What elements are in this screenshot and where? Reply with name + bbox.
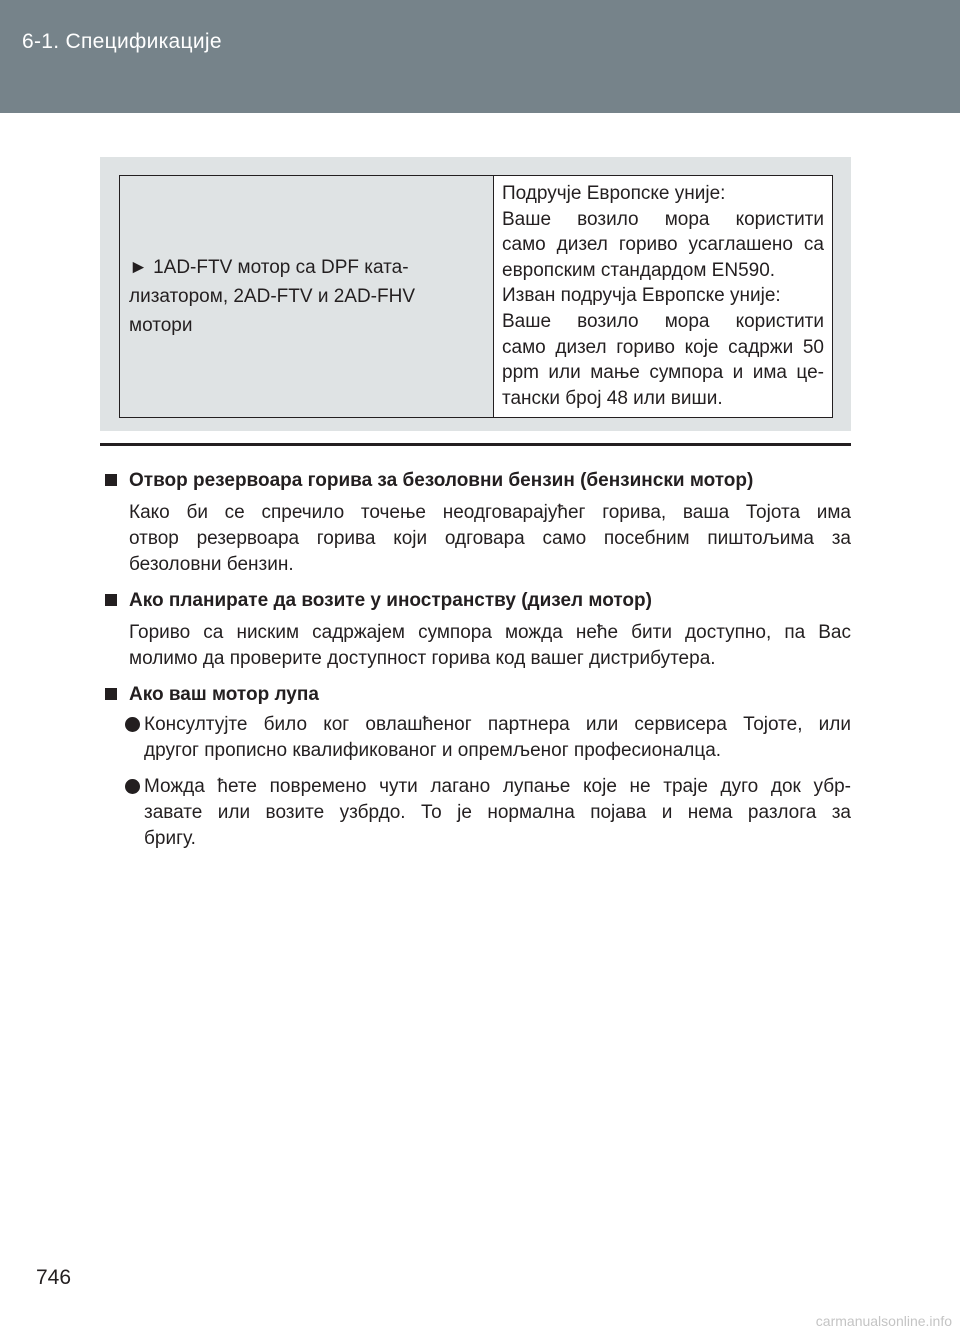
fuel-requirement-line: само дизел гориво усаглашено са [502,234,824,256]
section-divider [100,443,851,446]
square-bullet-icon [105,474,117,486]
bullet-line: Можда ћете повремено чути лагано лупање које не траје дуго док убр- [144,776,851,797]
paragraph-line: безоловни бензин. [129,554,294,575]
square-bullet-icon [105,688,117,700]
heading-text: Ако планирате да возите у иностранству (дизел мотор) [129,590,652,611]
paragraph-fuel-opening [129,500,851,578]
heading-text: Ако ваш мотор лупа [129,684,319,705]
paragraph-line: молимо да проверите доступност горива код вашег дистрибутера. [129,648,716,669]
paragraph-line: отвор резервоара горива који одговара само посебним пиштољима за [129,528,851,549]
fuel-requirement-line: Подручје Европске уније: [502,183,726,204]
fuel-requirement-line: тански број 48 или виши. [502,387,723,409]
list-item [125,774,851,852]
watermark: carmanualsonline.info [815,1313,952,1329]
page-number: 746 [36,1266,72,1289]
section-heading-fuel-opening [100,470,753,492]
paragraph-abroad [129,620,851,672]
engine-line: ► 1AD-FTV мотор са DPF ката- [129,257,409,279]
spec-table [119,175,833,418]
bullet-line: бригу. [144,828,196,849]
fuel-requirement-line: само дизел гориво које садржи 50 [502,336,824,358]
list-item [125,712,851,764]
bullet-line: завате или возите узбрдо. То је нормална појава и нема разлога за [144,802,851,823]
spec-table-fuel-cell [494,176,833,418]
fuel-requirement-line: ppm или мање сумпора и има це- [502,362,824,384]
header-bar [0,0,960,113]
engine-line: лизатором, 2AD-FTV и 2AD-FHV [129,286,416,308]
paragraph-line: Гориво са ниским садржајем сумпора можда неће бити доступно, па Вас [129,622,851,643]
round-bullet-icon [125,779,140,794]
fuel-requirement-line: Ваше возило мора користити [502,208,824,230]
engine-line: мотори [129,315,193,337]
bullet-line: другог прописно квалификованог и опремљеног професионалца. [144,740,722,761]
fuel-requirement-line: Ваше возило мора користити [502,310,824,332]
section-heading-abroad [100,590,652,612]
bullet-line: Консултујте било ког овлашћеног партнера или сервисера Тојоте, или [144,714,851,735]
round-bullet-icon [125,717,140,732]
fuel-requirement-line: европским стандардом EN590. [502,259,776,281]
spec-table-engine-cell [120,176,494,418]
square-bullet-icon [105,594,117,606]
heading-text: Отвор резервоара горива за безоловни бензин (бензински мотор) [129,470,754,491]
section-heading-knocking [100,684,319,706]
fuel-requirement-line: Изван подручја Европске уније: [502,285,781,307]
paragraph-line: Како би се спречило точење неодговарајућег горива, ваша Тојота има [129,502,851,523]
section-title: 6-1. Спецификације [22,30,222,53]
